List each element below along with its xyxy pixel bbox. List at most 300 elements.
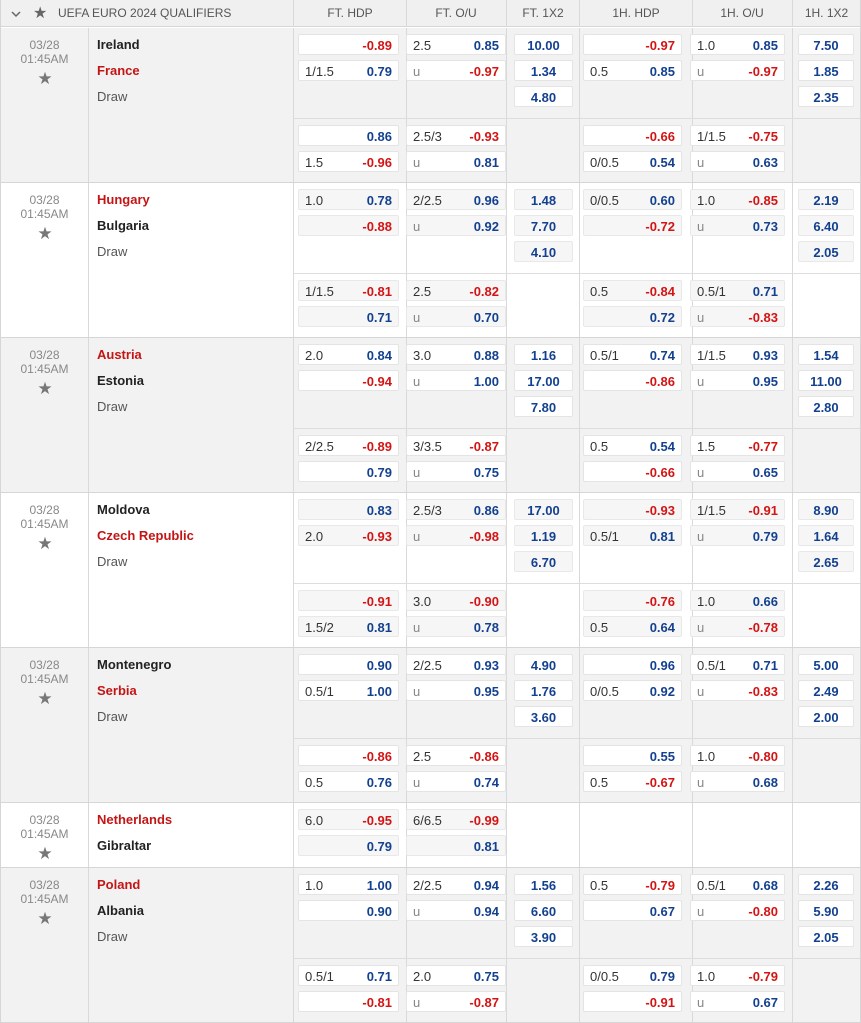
match-date: 03/28 (29, 658, 60, 672)
h1-ou-odds-cell[interactable] (690, 60, 785, 81)
h1-ou-odds-cell[interactable] (690, 680, 785, 701)
h1-ou-alt-odds-cell[interactable] (690, 965, 785, 986)
away-team[interactable]: Gibraltar (97, 838, 152, 853)
odds-value: 6.70 (530, 555, 557, 570)
match-time (1, 803, 88, 868)
ft-ou-alt-odds-cell[interactable] (406, 151, 506, 172)
odds-value: -0.96 (362, 155, 392, 170)
ft-ou-odds-cell[interactable] (406, 835, 506, 856)
odds-value: 3.90 (530, 930, 557, 945)
h1-hdp-alt-odds-cell[interactable] (583, 280, 682, 301)
odds-value: 0.74 (473, 775, 499, 790)
h1-hdp-alt-odds-cell[interactable] (583, 125, 682, 146)
handicap-line: 1.5 (697, 439, 716, 454)
h1-hdp-odds-cell[interactable] (583, 874, 682, 895)
odds-value: 0.92 (649, 684, 675, 699)
ft-1x2-odds-cell[interactable] (514, 525, 573, 546)
handicap-line: u (413, 684, 421, 699)
handicap-line: 3.0 (413, 594, 432, 609)
home-team[interactable]: Montenegro (97, 657, 172, 672)
ft-ou-alt-odds-cell[interactable] (406, 991, 506, 1012)
odds-value: 0.73 (752, 219, 778, 234)
ft-hdp-odds-cell[interactable] (298, 900, 399, 921)
odds-value: -0.89 (362, 38, 392, 53)
ft-1x2-odds-cell[interactable] (514, 215, 573, 236)
away-team[interactable]: Albania (97, 903, 144, 918)
handicap-line: 1.5 (305, 155, 324, 170)
h1-1x2-odds-cell[interactable] (798, 525, 854, 546)
star-icon[interactable]: ★ (37, 534, 53, 553)
h1-hdp-alt-odds-cell[interactable] (583, 435, 682, 456)
handicap-line: u (413, 64, 421, 79)
h1-hdp-odds-cell[interactable] (583, 499, 682, 520)
ft-ou-alt-odds-cell[interactable] (406, 745, 506, 766)
handicap-line: u (697, 310, 705, 325)
match-row (1, 183, 860, 338)
ft-ou-odds-cell[interactable] (406, 654, 506, 675)
odds-value: -0.72 (645, 219, 675, 234)
match-date: 03/28 (29, 193, 60, 207)
odds-value: -0.87 (469, 995, 499, 1010)
h1-ou-alt-odds-cell[interactable] (690, 435, 785, 456)
h1-ou-odds-cell[interactable] (690, 654, 785, 675)
odds-value: 1.48 (530, 193, 557, 208)
h1-hdp-odds-cell[interactable] (583, 900, 682, 921)
h1-hdp-odds-cell[interactable] (583, 680, 682, 701)
ft-1x2-odds-cell[interactable] (514, 34, 573, 55)
odds-value: -0.93 (362, 529, 392, 544)
handicap-line: 0.5/1 (590, 348, 619, 363)
match-time (1, 338, 88, 493)
h1-hdp-odds-cell[interactable] (583, 60, 682, 81)
ft-ou-alt-odds-cell[interactable] (406, 306, 506, 327)
h1-1x2-odds-cell[interactable] (798, 551, 854, 572)
kickoff-time: 01:45AM (20, 892, 69, 906)
h1-1x2-odds-cell[interactable] (798, 706, 854, 727)
ft-ou-odds-cell[interactable] (406, 900, 506, 921)
star-icon[interactable]: ★ (37, 689, 53, 708)
h1-1x2-odds-cell[interactable] (798, 60, 854, 81)
h1-ou-alt-odds-cell[interactable] (690, 125, 785, 146)
handicap-line: 2.5 (413, 749, 432, 764)
h1-1x2-odds-cell[interactable] (798, 34, 854, 55)
odds-value: -0.81 (362, 284, 392, 299)
odds-value: 7.50 (813, 38, 839, 53)
draw-label: Draw (97, 399, 128, 414)
ft-1x2-odds-cell[interactable] (514, 86, 573, 107)
ft-ou-odds-cell[interactable] (406, 680, 506, 701)
handicap-line: u (697, 155, 705, 170)
match-time (1, 493, 88, 648)
ft-ou-odds-cell[interactable] (406, 809, 506, 830)
h1-ou-alt-odds-cell[interactable] (690, 461, 785, 482)
handicap-line: u (697, 995, 705, 1010)
ft-hdp-odds-cell[interactable] (298, 525, 399, 546)
odds-value: -0.80 (748, 749, 778, 764)
ft-ou-alt-odds-cell[interactable] (406, 616, 506, 637)
h1-ou-odds-cell[interactable] (690, 344, 785, 365)
match-date: 03/28 (29, 813, 60, 827)
ft-1x2-odds-cell[interactable] (514, 706, 573, 727)
handicap-line: 3.0 (413, 348, 432, 363)
handicap-line: 2.0 (305, 348, 324, 363)
handicap-line: 2/2.5 (413, 658, 442, 673)
ft-hdp-alt-odds-cell[interactable] (298, 590, 399, 611)
odds-value: 0.86 (366, 129, 392, 144)
ft-hdp-odds-cell[interactable] (298, 370, 399, 391)
ft-hdp-alt-odds-cell[interactable] (298, 745, 399, 766)
h1-ou-odds-cell[interactable] (690, 499, 785, 520)
ft-ou-odds-cell[interactable] (406, 499, 506, 520)
h1-hdp-alt-odds-cell[interactable] (583, 991, 682, 1012)
handicap-line: u (413, 904, 421, 919)
handicap-line: 0.5/1 (305, 684, 334, 699)
h1-1x2-odds-cell[interactable] (798, 396, 854, 417)
h1-ou-alt-odds-cell[interactable] (690, 590, 785, 611)
match-date: 03/28 (29, 878, 60, 892)
h1-1x2-odds-cell[interactable] (798, 874, 854, 895)
odds-value: -0.88 (362, 219, 392, 234)
handicap-line: u (697, 775, 705, 790)
odds-value: -0.86 (362, 749, 392, 764)
odds-value: 0.71 (752, 284, 778, 299)
handicap-line: 6/6.5 (413, 813, 442, 828)
ft-1x2-odds-cell[interactable] (514, 900, 573, 921)
odds-value: -0.86 (645, 374, 675, 389)
odds-value: 4.80 (530, 90, 557, 105)
odds-value: 0.79 (366, 64, 392, 79)
odds-value: -0.75 (748, 129, 778, 144)
odds-value: 2.05 (813, 245, 839, 260)
odds-value: -0.66 (645, 129, 675, 144)
odds-value: 0.75 (473, 969, 499, 984)
ft-ou-alt-odds-cell[interactable] (406, 771, 506, 792)
odds-value: 0.71 (752, 658, 778, 673)
match-time (1, 28, 88, 183)
handicap-line: 2/2.5 (305, 439, 334, 454)
h1-ou-alt-odds-cell[interactable] (690, 151, 785, 172)
ft-ou-alt-odds-cell[interactable] (406, 590, 506, 611)
h1-hdp-odds-cell[interactable] (583, 344, 682, 365)
handicap-line: 0.5 (590, 439, 609, 454)
odds-value: 0.94 (473, 878, 499, 893)
away-team[interactable]: Serbia (97, 683, 137, 698)
handicap-line: u (697, 529, 705, 544)
ft-hdp-alt-odds-cell[interactable] (298, 991, 399, 1012)
ft-hdp-odds-cell[interactable] (298, 189, 399, 210)
odds-value: 0.84 (366, 348, 392, 363)
h1-hdp-alt-odds-cell[interactable] (583, 965, 682, 986)
handicap-line: 0/0.5 (590, 969, 619, 984)
odds-value: 5.00 (813, 658, 839, 673)
odds-value: 0.94 (473, 904, 499, 919)
h1-1x2-odds-cell[interactable] (798, 900, 854, 921)
odds-value: 2.35 (813, 90, 839, 105)
ft-ou-odds-cell[interactable] (406, 370, 506, 391)
odds-value: -0.99 (469, 813, 499, 828)
h1-1x2-odds-cell[interactable] (798, 241, 854, 262)
ft-ou-odds-cell[interactable] (406, 874, 506, 895)
column-header-1h-hdp: 1H. HDP (612, 6, 660, 20)
h1-1x2-odds-cell[interactable] (798, 499, 854, 520)
star-icon[interactable]: ★ (37, 844, 53, 863)
h1-ou-odds-cell[interactable] (690, 874, 785, 895)
odds-value: 0.85 (649, 64, 675, 79)
h1-1x2-odds-cell[interactable] (798, 344, 854, 365)
odds-value: -0.66 (645, 465, 675, 480)
h1-hdp-alt-odds-cell[interactable] (583, 306, 682, 327)
h1-1x2-odds-cell[interactable] (798, 86, 854, 107)
ft-hdp-alt-odds-cell[interactable] (298, 965, 399, 986)
h1-1x2-odds-cell[interactable] (798, 654, 854, 675)
match-row (1, 868, 860, 1023)
h1-ou-odds-cell[interactable] (690, 900, 785, 921)
ft-ou-odds-cell[interactable] (406, 525, 506, 546)
match-date: 03/28 (29, 38, 60, 52)
ft-hdp-alt-odds-cell[interactable] (298, 435, 399, 456)
h1-ou-alt-odds-cell[interactable] (690, 771, 785, 792)
home-team[interactable]: Poland (97, 877, 141, 892)
odds-value: 0.95 (473, 684, 499, 699)
ft-hdp-odds-cell[interactable] (298, 680, 399, 701)
match-row (1, 648, 860, 803)
ft-ou-alt-odds-cell[interactable] (406, 435, 506, 456)
ft-hdp-odds-cell[interactable] (298, 809, 399, 830)
ft-ou-odds-cell[interactable] (406, 189, 506, 210)
ft-hdp-odds-cell[interactable] (298, 835, 399, 856)
ft-hdp-alt-odds-cell[interactable] (298, 461, 399, 482)
ft-1x2-odds-cell[interactable] (514, 680, 573, 701)
away-team[interactable]: Czech Republic (97, 528, 194, 543)
match-row (1, 28, 860, 183)
ft-hdp-alt-odds-cell[interactable] (298, 280, 399, 301)
handicap-line: 1.0 (697, 749, 716, 764)
league-title: UEFA EURO 2024 QUALIFIERS (58, 6, 232, 20)
ft-ou-alt-odds-cell[interactable] (406, 965, 506, 986)
ft-ou-odds-cell[interactable] (406, 34, 506, 55)
h1-hdp-odds-cell[interactable] (583, 189, 682, 210)
odds-value: 0.54 (649, 155, 675, 170)
odds-value: 0.71 (366, 969, 392, 984)
odds-value: 0.81 (473, 839, 499, 854)
ft-1x2-odds-cell[interactable] (514, 926, 573, 947)
odds-value: -0.76 (645, 594, 675, 609)
handicap-line: 0.5/1 (305, 969, 334, 984)
h1-ou-alt-odds-cell[interactable] (690, 991, 785, 1012)
ft-hdp-alt-odds-cell[interactable] (298, 151, 399, 172)
odds-value: 0.95 (752, 374, 778, 389)
handicap-line: 2.5 (413, 38, 432, 53)
draw-label: Draw (97, 554, 128, 569)
h1-ou-alt-odds-cell[interactable] (690, 616, 785, 637)
h1-ou-odds-cell[interactable] (690, 525, 785, 546)
odds-value: 0.67 (649, 904, 675, 919)
home-team[interactable]: Hungary (97, 192, 150, 207)
odds-value: 17.00 (527, 503, 560, 518)
handicap-line: 0.5 (590, 878, 609, 893)
ft-hdp-odds-cell[interactable] (298, 499, 399, 520)
handicap-line: 0.5 (590, 620, 609, 635)
h1-ou-alt-odds-cell[interactable] (690, 306, 785, 327)
odds-value: 4.10 (530, 245, 557, 260)
column-header-1h-1x2: 1H. 1X2 (804, 6, 849, 20)
ft-1x2-odds-cell[interactable] (514, 654, 573, 675)
handicap-line: 1.0 (697, 38, 716, 53)
odds-value: 10.00 (527, 38, 560, 53)
ft-hdp-alt-odds-cell[interactable] (298, 125, 399, 146)
odds-value: 0.79 (649, 969, 675, 984)
ft-hdp-odds-cell[interactable] (298, 215, 399, 236)
away-team[interactable]: Estonia (97, 373, 144, 388)
odds-value: -0.97 (748, 64, 778, 79)
ft-1x2-odds-cell[interactable] (514, 874, 573, 895)
match-time (1, 648, 88, 803)
h1-ou-odds-cell[interactable] (690, 34, 785, 55)
odds-value: 0.72 (649, 310, 675, 325)
odds-value: 0.70 (473, 310, 499, 325)
league-header (1, 0, 860, 27)
ft-1x2-odds-cell[interactable] (514, 551, 573, 572)
odds-value: 0.79 (366, 465, 392, 480)
odds-value: 0.83 (366, 503, 392, 518)
handicap-line: u (697, 620, 705, 635)
h1-hdp-alt-odds-cell[interactable] (583, 590, 682, 611)
odds-value: 0.93 (473, 658, 499, 673)
handicap-line: 1.0 (305, 878, 324, 893)
odds-value: -0.79 (645, 878, 675, 893)
odds-value: 0.86 (473, 503, 499, 518)
h1-hdp-odds-cell[interactable] (583, 370, 682, 391)
h1-hdp-odds-cell[interactable] (583, 215, 682, 236)
odds-value: 0.60 (649, 193, 675, 208)
ft-ou-alt-odds-cell[interactable] (406, 125, 506, 146)
home-team[interactable]: Netherlands (97, 812, 173, 827)
odds-value: 1.85 (813, 64, 839, 79)
odds-value: -0.93 (469, 129, 499, 144)
h1-ou-odds-cell[interactable] (690, 215, 785, 236)
odds-value: 0.79 (366, 839, 392, 854)
h1-1x2-odds-cell[interactable] (798, 926, 854, 947)
column-header-ft-ou: FT. O/U (435, 6, 477, 20)
star-icon[interactable]: ★ (37, 69, 53, 88)
odds-value: -0.97 (645, 38, 675, 53)
ft-1x2-odds-cell[interactable] (514, 370, 573, 391)
handicap-line: 2.5/3 (413, 129, 442, 144)
odds-value: 1.64 (813, 529, 839, 544)
ft-1x2-odds-cell[interactable] (514, 241, 573, 262)
handicap-line: 0.5/1 (697, 658, 726, 673)
odds-value: 1.56 (530, 878, 557, 893)
star-icon[interactable]: ★ (37, 224, 53, 243)
ft-hdp-odds-cell[interactable] (298, 654, 399, 675)
star-icon[interactable]: ★ (37, 379, 53, 398)
odds-value: -0.80 (748, 904, 778, 919)
h1-hdp-odds-cell[interactable] (583, 654, 682, 675)
handicap-line: u (413, 155, 421, 170)
odds-value: 3.60 (530, 710, 557, 725)
h1-ou-odds-cell[interactable] (690, 370, 785, 391)
odds-value: 2.05 (813, 930, 839, 945)
h1-hdp-alt-odds-cell[interactable] (583, 771, 682, 792)
ft-hdp-alt-odds-cell[interactable] (298, 771, 399, 792)
ft-ou-odds-cell[interactable] (406, 344, 506, 365)
h1-ou-odds-cell[interactable] (690, 189, 785, 210)
ft-hdp-odds-cell[interactable] (298, 60, 399, 81)
odds-value: -0.97 (469, 64, 499, 79)
odds-value: 0.81 (366, 620, 392, 635)
away-team[interactable]: Bulgaria (97, 218, 150, 233)
ft-1x2-odds-cell[interactable] (514, 60, 573, 81)
kickoff-time: 01:45AM (20, 517, 69, 531)
ft-ou-odds-cell[interactable] (406, 60, 506, 81)
ft-ou-alt-odds-cell[interactable] (406, 280, 506, 301)
star-icon[interactable]: ★ (33, 5, 48, 22)
odds-value: 0.55 (649, 749, 675, 764)
home-team[interactable]: Austria (97, 347, 142, 362)
ft-hdp-odds-cell[interactable] (298, 344, 399, 365)
h1-1x2-odds-cell[interactable] (798, 189, 854, 210)
h1-hdp-odds-cell[interactable] (583, 525, 682, 546)
odds-value: -0.82 (469, 284, 499, 299)
h1-1x2-odds-cell[interactable] (798, 680, 854, 701)
star-icon[interactable]: ★ (37, 909, 53, 928)
ft-ou-odds-cell[interactable] (406, 215, 506, 236)
odds-value: 0.65 (752, 465, 778, 480)
handicap-line: 1/1.5 (305, 64, 334, 79)
handicap-line: 6.0 (305, 813, 324, 828)
h1-hdp-alt-odds-cell[interactable] (583, 461, 682, 482)
ft-hdp-odds-cell[interactable] (298, 34, 399, 55)
odds-value: -0.83 (748, 310, 778, 325)
match-row (1, 493, 860, 648)
odds-value: 0.85 (752, 38, 778, 53)
handicap-line: 1.0 (305, 193, 324, 208)
odds-value: -0.91 (645, 995, 675, 1010)
h1-ou-alt-odds-cell[interactable] (690, 280, 785, 301)
handicap-line: u (697, 374, 705, 389)
h1-hdp-alt-odds-cell[interactable] (583, 616, 682, 637)
odds-value: 1.00 (366, 878, 392, 893)
ft-1x2-odds-cell[interactable] (514, 499, 573, 520)
ft-hdp-alt-odds-cell[interactable] (298, 306, 399, 327)
h1-hdp-alt-odds-cell[interactable] (583, 151, 682, 172)
odds-value: 6.40 (813, 219, 839, 234)
h1-hdp-odds-cell[interactable] (583, 34, 682, 55)
chevron-down-icon[interactable] (9, 0, 23, 27)
odds-value: 0.78 (473, 620, 499, 635)
ft-1x2-odds-cell[interactable] (514, 344, 573, 365)
h1-1x2-odds-cell[interactable] (798, 215, 854, 236)
h1-ou-alt-odds-cell[interactable] (690, 745, 785, 766)
handicap-line: 2.0 (413, 969, 432, 984)
h1-1x2-odds-cell[interactable] (798, 370, 854, 391)
home-team[interactable]: Ireland (97, 37, 140, 52)
ft-1x2-odds-cell[interactable] (514, 189, 573, 210)
odds-value: 1.34 (530, 64, 557, 79)
away-team[interactable]: France (97, 63, 140, 78)
odds-value: 0.90 (366, 658, 392, 673)
ft-ou-alt-odds-cell[interactable] (406, 461, 506, 482)
match-date: 03/28 (29, 503, 60, 517)
ft-hdp-odds-cell[interactable] (298, 874, 399, 895)
ft-1x2-odds-cell[interactable] (514, 396, 573, 417)
ft-hdp-alt-odds-cell[interactable] (298, 616, 399, 637)
odds-value: 0.81 (649, 529, 675, 544)
home-team[interactable]: Moldova (97, 502, 150, 517)
h1-hdp-alt-odds-cell[interactable] (583, 745, 682, 766)
odds-value: 2.26 (813, 878, 839, 893)
draw-label: Draw (97, 929, 128, 944)
